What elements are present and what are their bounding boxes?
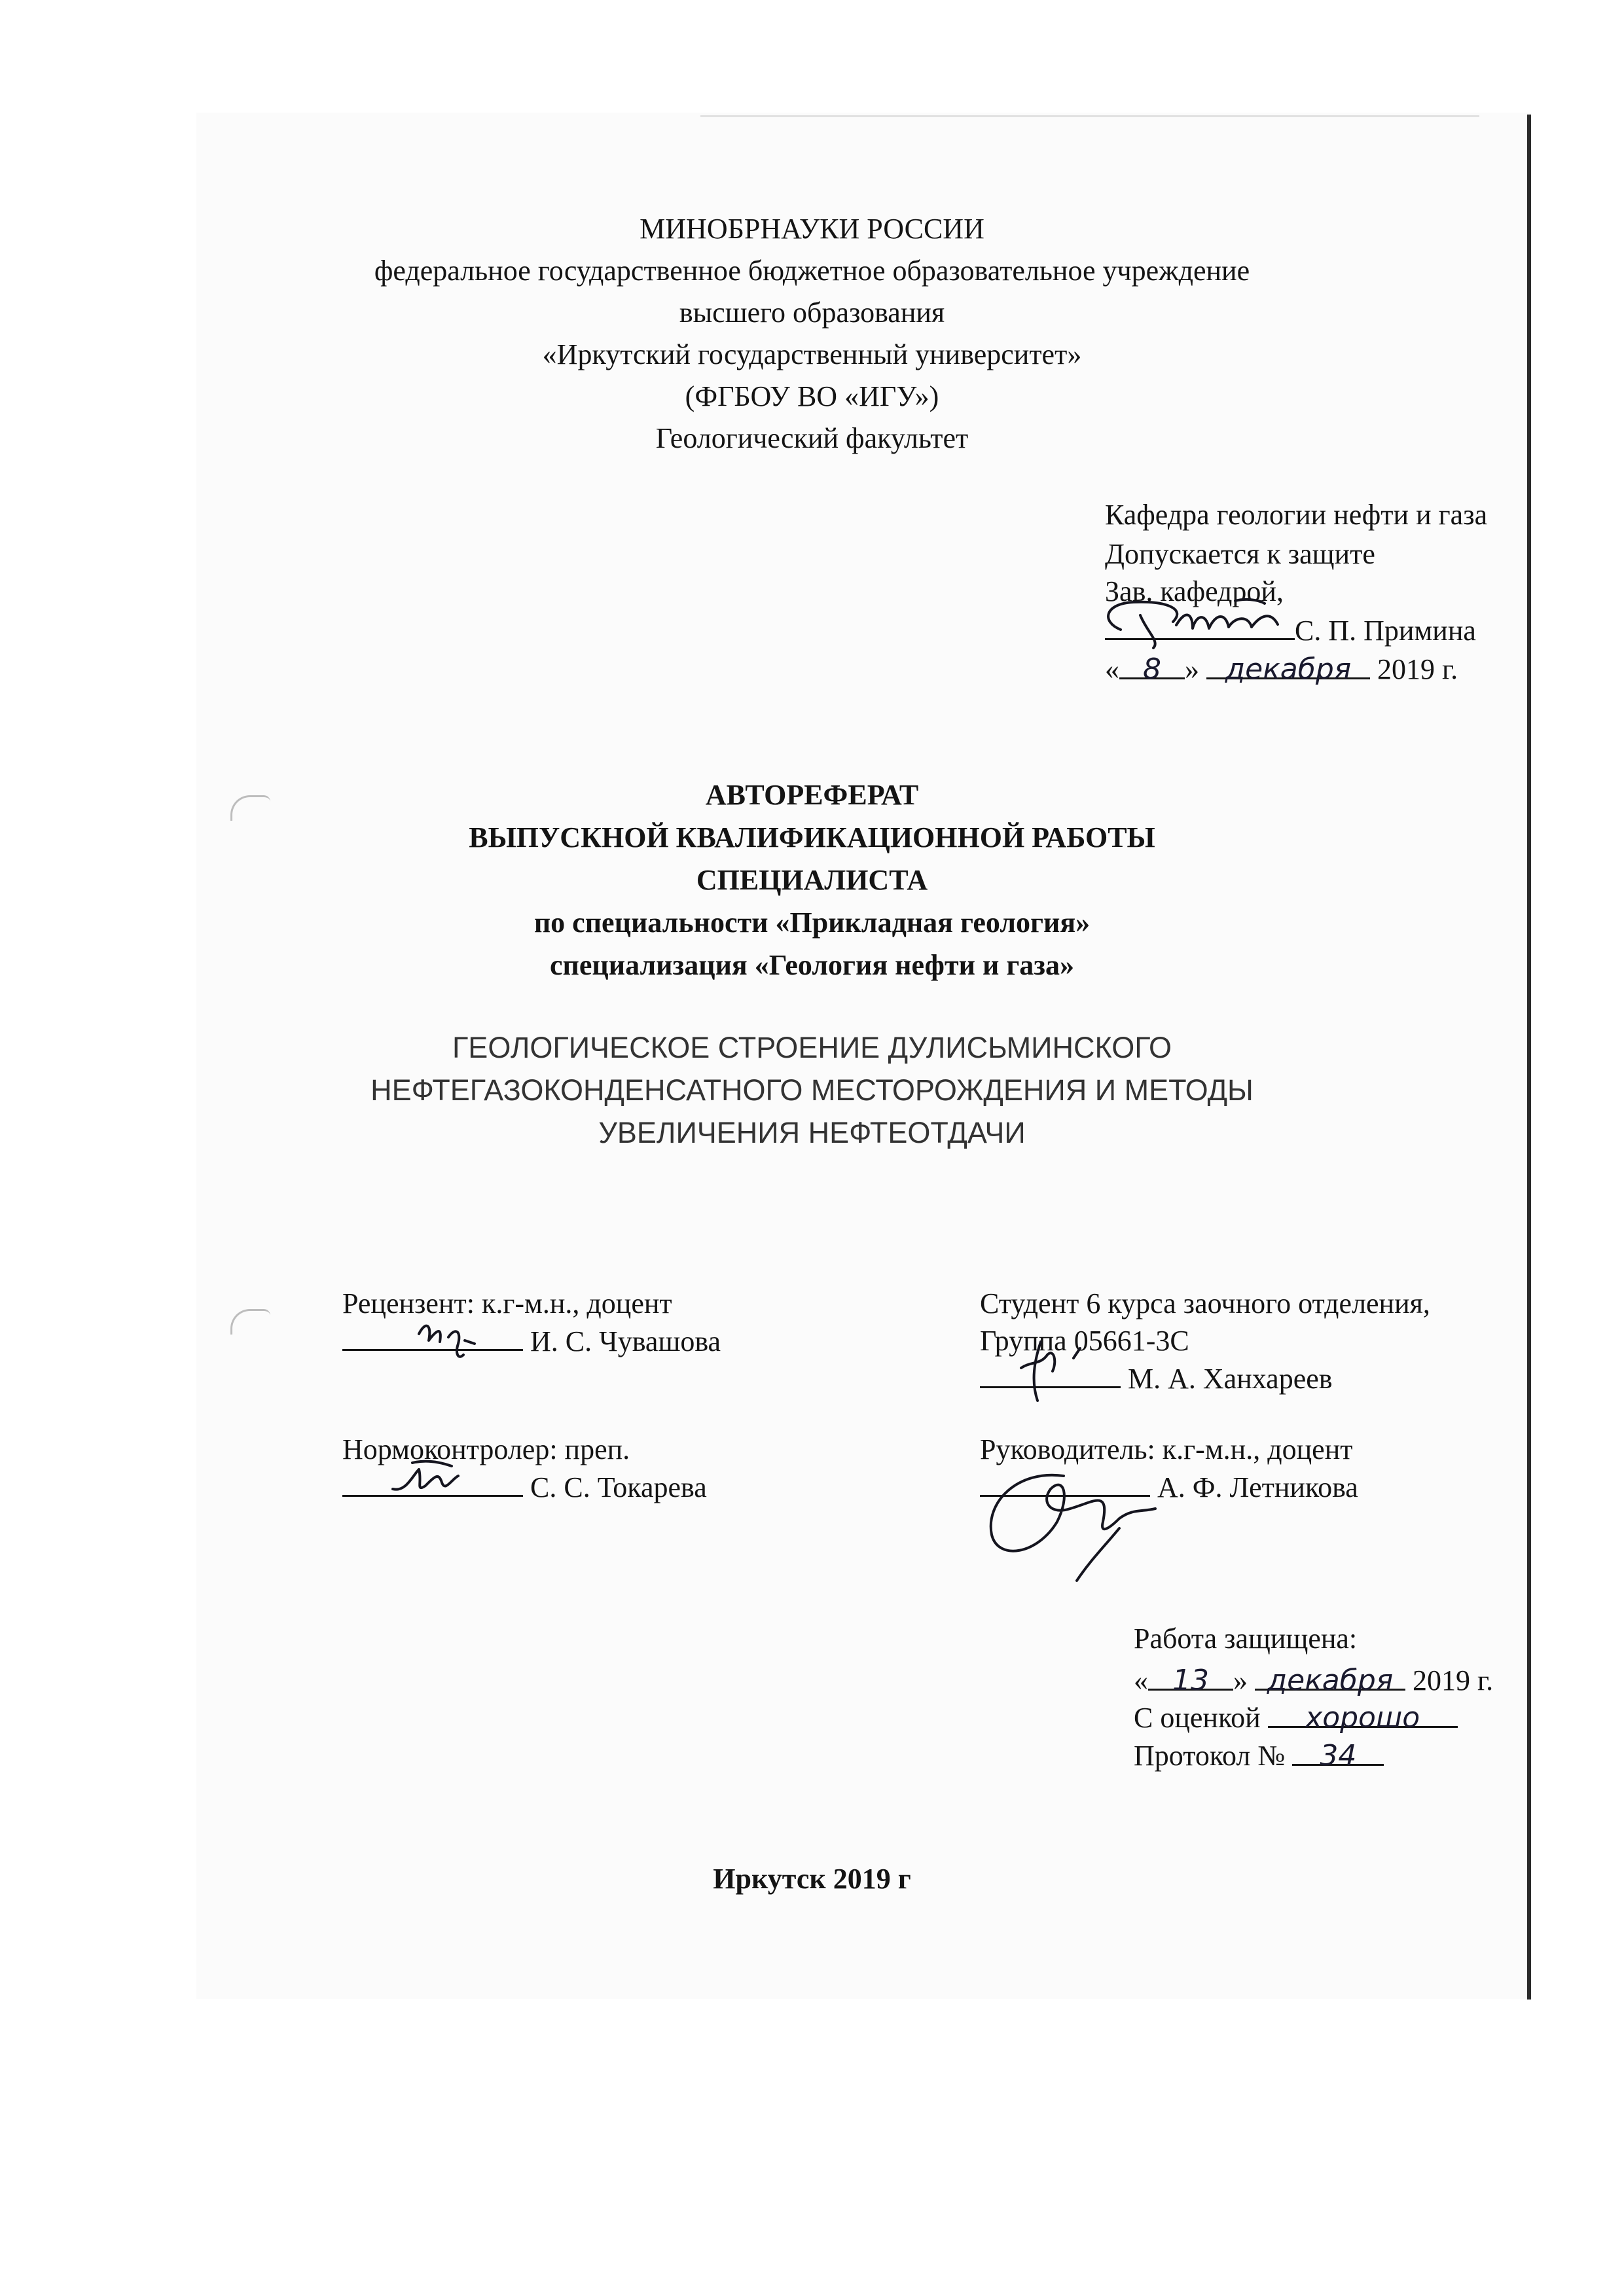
supervisor-label: Руководитель: к.г-м.н., доцент	[980, 1433, 1353, 1465]
supervisor-signature	[979, 1450, 1175, 1594]
student-group: Группа 05661-3С	[980, 1325, 1189, 1357]
head-signature	[1094, 596, 1310, 655]
approval-date-open-quote: «	[1105, 653, 1119, 685]
protocol-line	[1134, 1738, 1384, 1774]
reviewer-signature	[412, 1314, 491, 1367]
defense-date-day: 13	[1148, 1662, 1233, 1691]
grade-line	[1134, 1700, 1458, 1736]
student-label: Студент 6 курса заочного отделения,	[980, 1287, 1430, 1319]
student-name: М. А. Ханхареев	[1128, 1363, 1333, 1395]
reviewer-label: Рецензент: к.г-м.н., доцент	[342, 1287, 672, 1319]
topic-line-3: УВЕЛИЧЕНИЯ НЕФТЕОТДАЧИ	[598, 1116, 1026, 1149]
university-name: «Иркутский государственный университет»	[542, 338, 1082, 370]
defense-date	[1134, 1662, 1493, 1699]
institution-type: федеральное государственное бюджетное образовательное учреждение	[374, 255, 1250, 287]
defense-date-year: 2019 г.	[1413, 1664, 1494, 1696]
approval-date-month: декабря	[1206, 651, 1370, 679]
university-abbreviation: (ФГБОУ ВО «ИГУ»)	[685, 380, 939, 412]
approval-date-day: 8	[1119, 651, 1185, 679]
topic-line-2: НЕФТЕГАЗОКОНДЕНСАТНОГО МЕСТОРОЖДЕНИЯ И МЕТОДЫ	[370, 1073, 1254, 1107]
defended-label: Работа защищена:	[1134, 1623, 1358, 1655]
grade-value: хорошо	[1268, 1700, 1458, 1728]
reviewer-name: И. С. Чувашова	[530, 1325, 721, 1357]
admitted-to-defense: Допускается к защите	[1105, 538, 1375, 570]
work-type-line-2: СПЕЦИАЛИСТА	[696, 864, 928, 896]
ministry-name: МИНОБРНАУКИ РОССИИ	[640, 213, 984, 245]
head-of-department-name: С. П. Примина	[1295, 615, 1476, 647]
defense-date-month: декабря	[1255, 1662, 1405, 1691]
approval-date	[1105, 651, 1458, 688]
supervisor-name: А. Ф. Летникова	[1157, 1471, 1358, 1503]
work-type-line-1: ВЫПУСКНОЙ КВАЛИФИКАЦИОННОЙ РАБОТЫ	[469, 821, 1155, 853]
specialization: специализация «Геология нефти и газа»	[550, 949, 1074, 981]
city-year: Иркутск 2019 г	[713, 1863, 911, 1895]
normcontrol-label: Нормоконтролер: преп.	[342, 1433, 630, 1465]
head-of-department-label: Зав. кафедрой,	[1105, 575, 1284, 607]
reviewer-signature-line	[342, 1323, 721, 1360]
grade-label: С оценкой	[1134, 1702, 1261, 1734]
student-signature	[1001, 1335, 1106, 1407]
normcontrol-name: С. С. Токарева	[530, 1471, 707, 1503]
defense-date-close-quote: »	[1233, 1664, 1248, 1696]
defense-date-open-quote: «	[1134, 1664, 1148, 1696]
normcontrol-signature	[386, 1456, 478, 1502]
faculty-name: Геологический факультет	[655, 422, 969, 454]
education-level: высшего образования	[679, 296, 945, 329]
approval-date-year: 2019 г.	[1377, 653, 1458, 685]
document-type: АВТОРЕФЕРАТ	[705, 779, 919, 811]
scan-top-edge	[700, 115, 1479, 117]
topic-line-1: ГЕОЛОГИЧЕСКОЕ СТРОЕНИЕ ДУЛИСЬМИНСКОГО	[452, 1031, 1172, 1064]
approval-date-close-quote: »	[1185, 653, 1199, 685]
specialty: по специальности «Прикладная геология»	[533, 906, 1091, 939]
protocol-number: 34	[1292, 1738, 1384, 1766]
protocol-label: Протокол №	[1134, 1740, 1286, 1772]
department-name: Кафедра геологии нефти и газа	[1105, 499, 1488, 531]
